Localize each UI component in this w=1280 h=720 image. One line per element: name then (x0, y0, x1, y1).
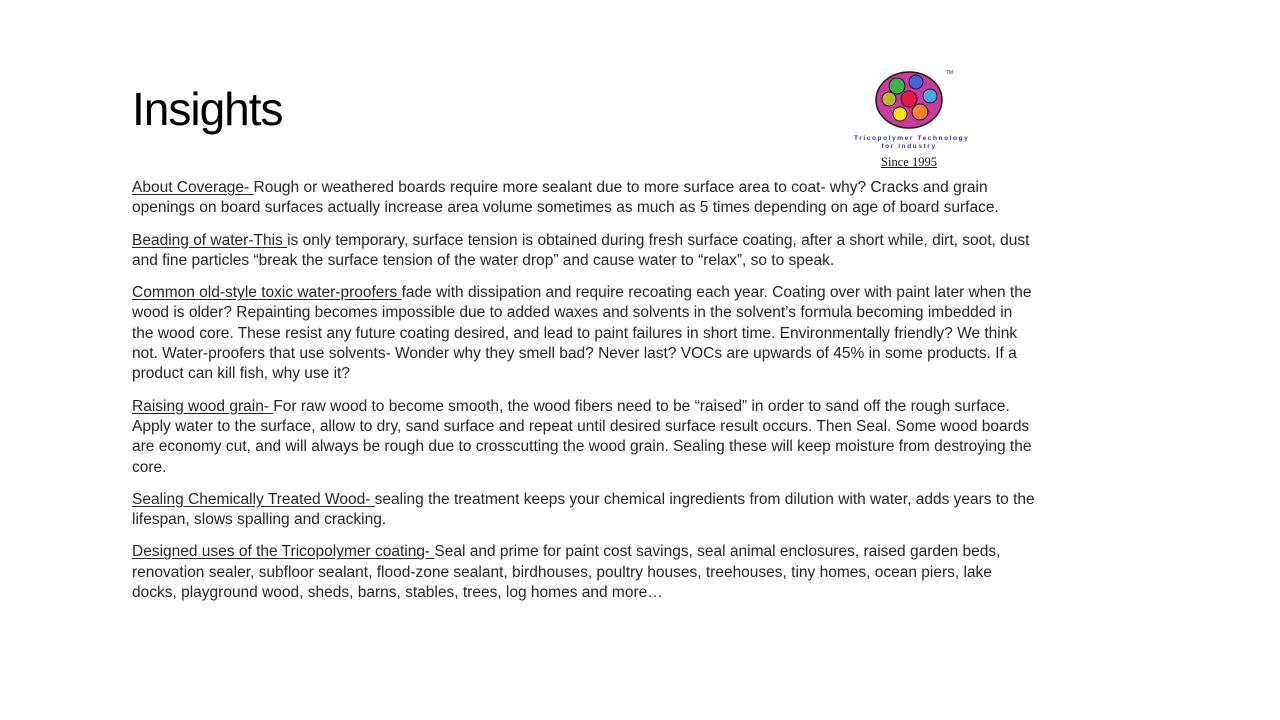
paragraph-lead: About Coverage- (132, 179, 254, 196)
paragraph-text: For raw wood to become smooth, the wood fibers need to be “raised” in order to sand off the rough surface. Apply water to the surface, allow to dry, sand surface and repeat until desired surface result occurs. Then Seal. Some wood boards are economy cut, and will always be rough due to crosscutting the wood grain. Sealing these will keep moisture from destroying the core. (132, 397, 1032, 476)
paragraph-text: sealing the treatment keeps your chemical ingredients from dilution with water, adds years to the lifespan, slows spalling and cracking. (132, 490, 1035, 529)
paragraph-text: Seal and prime for paint cost savings, seal animal enclosures, raised garden beds, renovation sealer, subfloor sealant, flood-zone sealant, birdhouses, poultry houses, treehouses, tiny homes, ocean piers, lake docks, playground wood, sheds, barns, stables, trees, log homes and more… (132, 543, 1001, 602)
paragraph-lead: Designed uses of the Tricopolymer coating- (132, 543, 435, 561)
paragraph-text: Rough or weathered boards require more sealant due to more surface area to coat- why? Cracks and grain openings on board surfaces actually increase area volume sometimes as much as 5 times depending on age of board surface. (132, 179, 999, 217)
paragraph (132, 542, 1037, 603)
paragraph-text: is only temporary, surface tension is obtained during fresh surface coating, after a short while, dirt, soot, dust and fine particles “break the surface tension of the water drop” and cause water to “relax”, so to speak. (132, 231, 1030, 269)
company-logo (854, 70, 970, 170)
page-title: Insights (132, 83, 283, 135)
slide-body (132, 178, 1037, 615)
paragraph (132, 490, 1037, 531)
paragraph (132, 283, 1037, 384)
logo-text-line2: for Industry (881, 143, 937, 150)
trademark-symbol: TM (945, 70, 953, 76)
logo-text-line1: Tricopolymer Technology (854, 135, 970, 142)
paragraph (132, 178, 1037, 219)
logo-globe-icon (873, 70, 953, 130)
paragraph-lead: Raising wood grain- (132, 397, 274, 415)
paragraph-lead: Beading of water-This (132, 231, 288, 249)
logo-since-text: Since 1995 (881, 155, 937, 169)
paragraph (132, 231, 1037, 272)
paragraph (132, 397, 1037, 478)
paragraph-lead: Sealing Chemically Treated Wood- (132, 490, 375, 508)
paragraph-text: fade with dissipation and require recoating each year. Coating over with paint later when the wood is older? Repainting becomes impossible due to added waxes and solvents in the solvent’s formula becoming imbedded in the wood core. These resist any future coating desired, and lead to paint failures in short time. Environmentally friendly? We think not. Water-proofers that use solvents- Wonder why they smell bad? Never last? VOCs are upwards of 45% in some products. If a product can kill fish, why use it? (132, 284, 1032, 383)
paragraph-lead: Common old-style toxic water-proofers (132, 284, 402, 302)
